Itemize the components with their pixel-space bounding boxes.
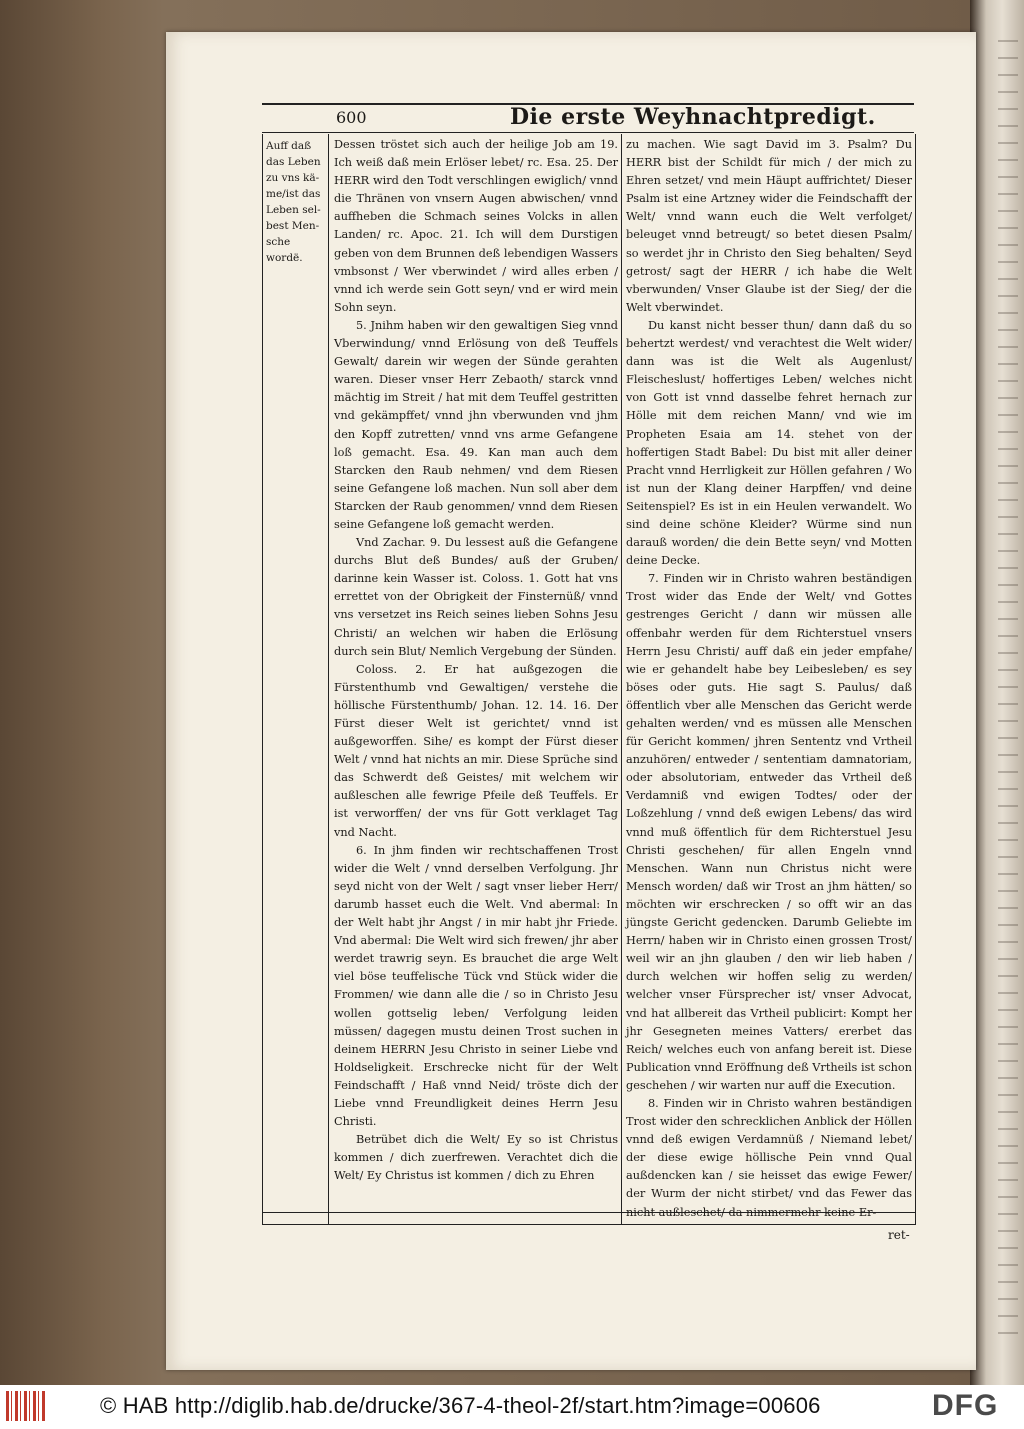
marginal-note: Auff daß das Leben zu vns kä- me/ist das Leben sel- best Men- sche wordë. xyxy=(266,140,321,264)
left-text-column xyxy=(334,136,618,1185)
paragraph: 7. Finden wir in Christo wahren beständigen Trost wider das Ende der Welt/ vnd Gottes gestrenges Gericht / dann wir müssen alle offenbahr werden für dem Richterstuel vnsers Herrn Jesu Christi/ auff daß ein jeder empfahe/ wie er gehandelt habe bey Leibesleben/ es sey böses oder guts. Hie sagt S. Paulus/ daß öffentlich vber alle Menschen das Gericht werde gehalten werden/ vnd es müssen alle Menschen für Gericht kommen/ jhren Sententz vnd Vrtheil anzuhören/ entweder / sententiam damnatoriam, oder absolutoriam, entweder das Vrtheil deß Verdamniß vnd ewigen Todtes/ oder der Loßzehlung / vnnd deß ewigen Lebens/ das wird vnnd muß öffentlich für dem Richterstuel Jesu Christi geschehen/ für allen Engeln vnnd Menschen. Wann nun Christus nicht were Mensch worden/ daß wir Trost an jhm hätten/ so möchten wir erschrecken / so offt wir an das jüngste Gericht gedencken. Darumb Geliebte im Herrn/ haben wir in Christo einen grossen Trost/ weil wir an jhn glauben / den wir lieb haben / durch welchen wir hoffen selig zu werden/ welcher vnser Fürsprecher ist/ vnser Advocat, vnd hat allbereit das Vrtheil publicirt: Kompt her jhr Gesegneten meines Vatters/ ererbet das Reich/ welches euch von anfang bereit ist. Diese Publication vnnd Eröffnung deß Vrtheils ist schon geschehen / wir warten nur auff die Execution. xyxy=(626,572,912,1092)
viewer-footer xyxy=(0,1385,1024,1429)
paragraph: 5. Jnihm haben wir den gewaltigen Sieg vnnd Vberwindung/ vnnd Erlösung von deß Teuffels Gewalt/ darein wir wegen der Sünde gerahten waren. Dieser vnser Herr Zebaoth/ starck vnnd mächtig im Streit / hat mit dem Teuffel gestritten vnd gekämpffet/ vnnd jhn vberwunden vnd jhm den Kopff zutretten/ vnnd vns arme Gefangene loß gemacht. Esa. 49. Kan man auch dem Starcken den Raub nehmen/ vnd dem Riesen seine Gefangene loß machen. Nun soll aber dem Starcken der Raub genommen/ vnnd dem Riesen seine Gefangene loß gemacht werden. xyxy=(334,318,618,531)
source-credit-link[interactable]: © HAB http://diglib.hab.de/drucke/367-4-theol-2f/start.htm?image=00606 xyxy=(100,1393,821,1418)
page-header xyxy=(262,104,914,133)
paragraph: zu machen. Wie sagt David im 3. Psalm? Du HERR bist der Schildt für mich / der mich zu Ehren setzet/ vnd mein Häupt auffrichtet/ Dieser Psalm ist eine Artzney wider die Feindschafft der Welt/ vnnd wann euch die Welt verfolget/ beleuget vnnd betreugt/ so betet diesen Psalm/ so werdet jhr in Christo den Sieg behalten/ Seyd getrost/ sagt der HERR / ich habe die Welt vberwunden/ Vnser Glaube ist der Sieg/ der die Welt vberwindet. xyxy=(626,138,912,314)
margin-column-rule xyxy=(328,134,329,1224)
page-number: 600 xyxy=(336,108,367,127)
right-text-column xyxy=(626,136,912,1222)
paragraph: 6. In jhm finden wir rechtschaffenen Trost wider die Welt / vnnd derselben Verfolgung. Jhr seyd nicht von der Welt / sagt vnser lieber Herr/ darumb hasset euch die Welt. Vnd abermal: In der Welt habt jhr Angst / in mir habt jhr Friede. Vnd abermal: Die Welt wird sich frewen/ jhr aber werdet trawrig seyn. Es brauchet die arge Welt viel böse teuffelische Tück vnd Stück wider die Frommen/ wie dann alle die / so in Christo Jesu wollen gottselig leben/ Verfolgung leiden müssen/ dagegen mustu deinen Trost suchen in deinem HERRN Jesu Christo in seiner Liebe vnd Holdseligkeit. Erschrecke nicht für der Welt Feindschafft / Haß vnnd Neid/ tröste dich der Liebe vnnd Freundligkeit deines Herrn Jesu Christi. xyxy=(334,843,618,1129)
column-divider xyxy=(621,134,622,1224)
paragraph: Coloss. 2. Er hat außgezogen die Fürstenthumb vnd Gewaltigen/ verstehe die höllische Fürstenthumb/ Johan. 12. 14. 16. Der Fürst dieser Welt ist gerichtet/ vnnd ist außgeworffen. Sihe/ es kompt der Fürst dieser Welt / vnnd hat nichts an mir. Diese Sprüche sind das Schwerdt deß Geistes/ mit welchem wir außleschen alle fewrige Pfeile deß Teuffels. Er ist verworffen/ der vns für Gott verklaget Tag vnd Nacht. xyxy=(334,662,618,839)
adjacent-page-lines xyxy=(998,40,1018,1340)
paragraph: 8. Finden wir in Christo wahren beständigen Trost wider den schrecklichen Anblick der Höllen vnnd deß ewigen Verdamnüß / Niemand lebet/ der diese ewige höllische Pein vnnd Qual außdencken kan / sie heisset das ewige Fewer/ der Wurm der nicht stirbet/ vnd das Fewer das nicht außleschet/ da nimmermehr keine Er- xyxy=(626,1096,912,1219)
running-title: Die erste Weyhnachtpredigt. xyxy=(510,104,876,130)
paragraph: Du kanst nicht besser thun/ dann daß du so behertzt werdest/ vnd verachtest die Welt wider/ dann was ist die Welt als Augenlust/ Fleischeslust/ hoffertiges Leben/ welches nicht von Gott ist vnnd dasselbe fehret hernach zur Hölle mit dem reichen Mann/ vnd wie im Propheten Esaia am 14. stehet von der hoffertigen Stadt Babel: Du bist mit aller deiner Pracht vnnd Herrligkeit zur Höllen gefahren / Wo ist nun der Klang deiner Harpffen/ vnd deine Seitenspiel? Es ist in ein Heulen verwandelt. Wo sind deine schöne Kleider? Würme sind nun darauß worden/ die dein Bette seyn/ vnd Motten deine Decke. xyxy=(626,318,912,568)
dfg-logo: DFG xyxy=(932,1389,999,1422)
barcode-icon xyxy=(6,1391,46,1421)
paragraph: Vnd Zachar. 9. Du lessest auß die Gefangene durchs Blut deß Bundes/ auß der Gruben/ darinne kein Wasser ist. Coloss. 1. Gott hat vns errettet von der Obrigkeit der Finsternüß/ vnnd vns versetzet ins Reich seines lieben Sohns Jesu Christi/ an welchen wir haben die Erlösung durch sein Blut/ Nemlich Vergebung der Sünden. xyxy=(334,536,618,658)
paragraph: Betrübet dich die Welt/ Ey so ist Christus kommen / dich zuerfrewen. Verachtet dich die Welt/ Ey Christus ist kommen / dich zu Ehren xyxy=(334,1133,618,1183)
adjacent-page-edge xyxy=(970,0,1024,1385)
paragraph: Dessen tröstet sich auch der heilige Job am 19. Ich weiß daß mein Erlöser lebet/ rc. Esa. 25. Der HERR wird den Todt verschlingen ewiglich/ vnnd die Thränen von vnsern Augen abwischen/ vnnd auffheben die Schmach seines Volcks in allen Landen/ rc. Apoc. 21. Ich will dem Durstigen geben von dem Brunnen deß lebendigen Wassers vmbsonst / Wer vberwindet / wird alles erben / vnnd ich werde sein Gott seyn/ vnd er wird mein Sohn seyn. xyxy=(334,138,618,314)
catchword: ret- xyxy=(888,1228,910,1242)
